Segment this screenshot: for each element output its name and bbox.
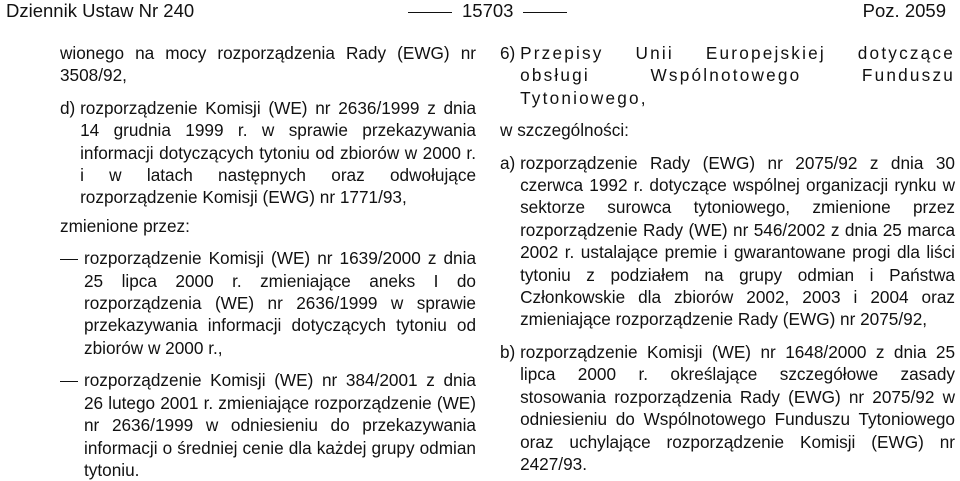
- section-marker: 6): [500, 43, 521, 63]
- dash-icon: [60, 381, 78, 382]
- rule-right: [523, 12, 567, 13]
- right-column: [500, 42, 955, 475]
- list-item-a: [500, 152, 955, 331]
- dash-list-item: [60, 247, 476, 359]
- rule-left: [408, 12, 452, 13]
- item-text: rozporządzenie Komisji (WE) nr 384/2001 z dnia 26 lutego 2001 r. zmieniające rozporządzenie (WE) nr 2636/1999 w odniesieniu do przekazywania informacji o średniej cenie dla każdej grupy odmian tytoniu.: [84, 370, 476, 480]
- item-marker: b): [500, 341, 521, 362]
- intro-paragraph: wionego na mocy rozporządzenia Rady (EWG) nr 3508/92,: [60, 43, 476, 86]
- item-text: rozporządzenie Komisji (WE) nr 2636/1999 z dnia 14 grudnia 1999 r. w sprawie przekazywania informacji dotyczących tytoniu od zbiorów w 2000 r. i w latach następnych oraz odwołujące rozporządzenie Komisji (EWG) nr 1771/93,: [80, 97, 476, 208]
- amended-by-label: zmienione przez:: [60, 215, 190, 236]
- list-item-b: [500, 341, 955, 475]
- item-marker: a): [500, 152, 521, 173]
- list-item-d: [60, 97, 476, 209]
- left-column: [60, 42, 476, 481]
- page-number: 15703: [462, 0, 514, 21]
- page-header: [0, 0, 960, 24]
- page-number-block: [398, 0, 577, 22]
- item-text: rozporządzenie Rady (EWG) nr 2075/92 z dnia 30 czerwca 1992 r. dotyczące wspólnej organizacji rynku w sektorze surowca tytoniowego, zmienione przez rozporządzenie Rady (WE) nr 546/2002 z dnia 25 marca 2002 r. ustalające premie i gwarantowane progi dla liści tytoniu z podziałem na grupy odmian i Państwa Członkowskie dla zbiorów 2002, 2003 i 2004 oraz zmieniające rozporządzenie Rady (EWG) nr 2075/92,: [520, 152, 955, 330]
- in-particular-label: w szczególności:: [500, 120, 629, 141]
- dash-list-item: [60, 369, 476, 481]
- item-marker: d): [60, 97, 81, 118]
- item-text: rozporządzenie Komisji (WE) nr 1639/2000 z dnia 25 lipca 2000 r. zmieniające aneks I do rozporządzenia (WE) nr 2636/1999 w sprawie przekazywania informacji dotyczących tytoniu od zbiorów w 2000 r.,: [84, 248, 476, 358]
- section-title: Przepisy Unii Europejskiej dotyczące obsługi Wspólnotowego Funduszu Tytoniowego,: [520, 43, 955, 108]
- dash-icon: [60, 259, 78, 260]
- section-heading: [500, 42, 955, 109]
- item-text: rozporządzenie Komisji (WE) nr 1648/2000 z dnia 25 lipca 2000 r. określające szczegółowe zasady stosowania rozporządzenia Rady (EWG) nr 2075/92 w odniesieniu do Wspólnotowego Funduszu Tytoniowego oraz uchylające rozporządzenie Komisji (EWG) nr 2427/93.: [520, 341, 955, 474]
- journal-title: Dziennik Ustaw Nr 240: [6, 0, 195, 21]
- position-number: Poz. 2059: [862, 0, 946, 21]
